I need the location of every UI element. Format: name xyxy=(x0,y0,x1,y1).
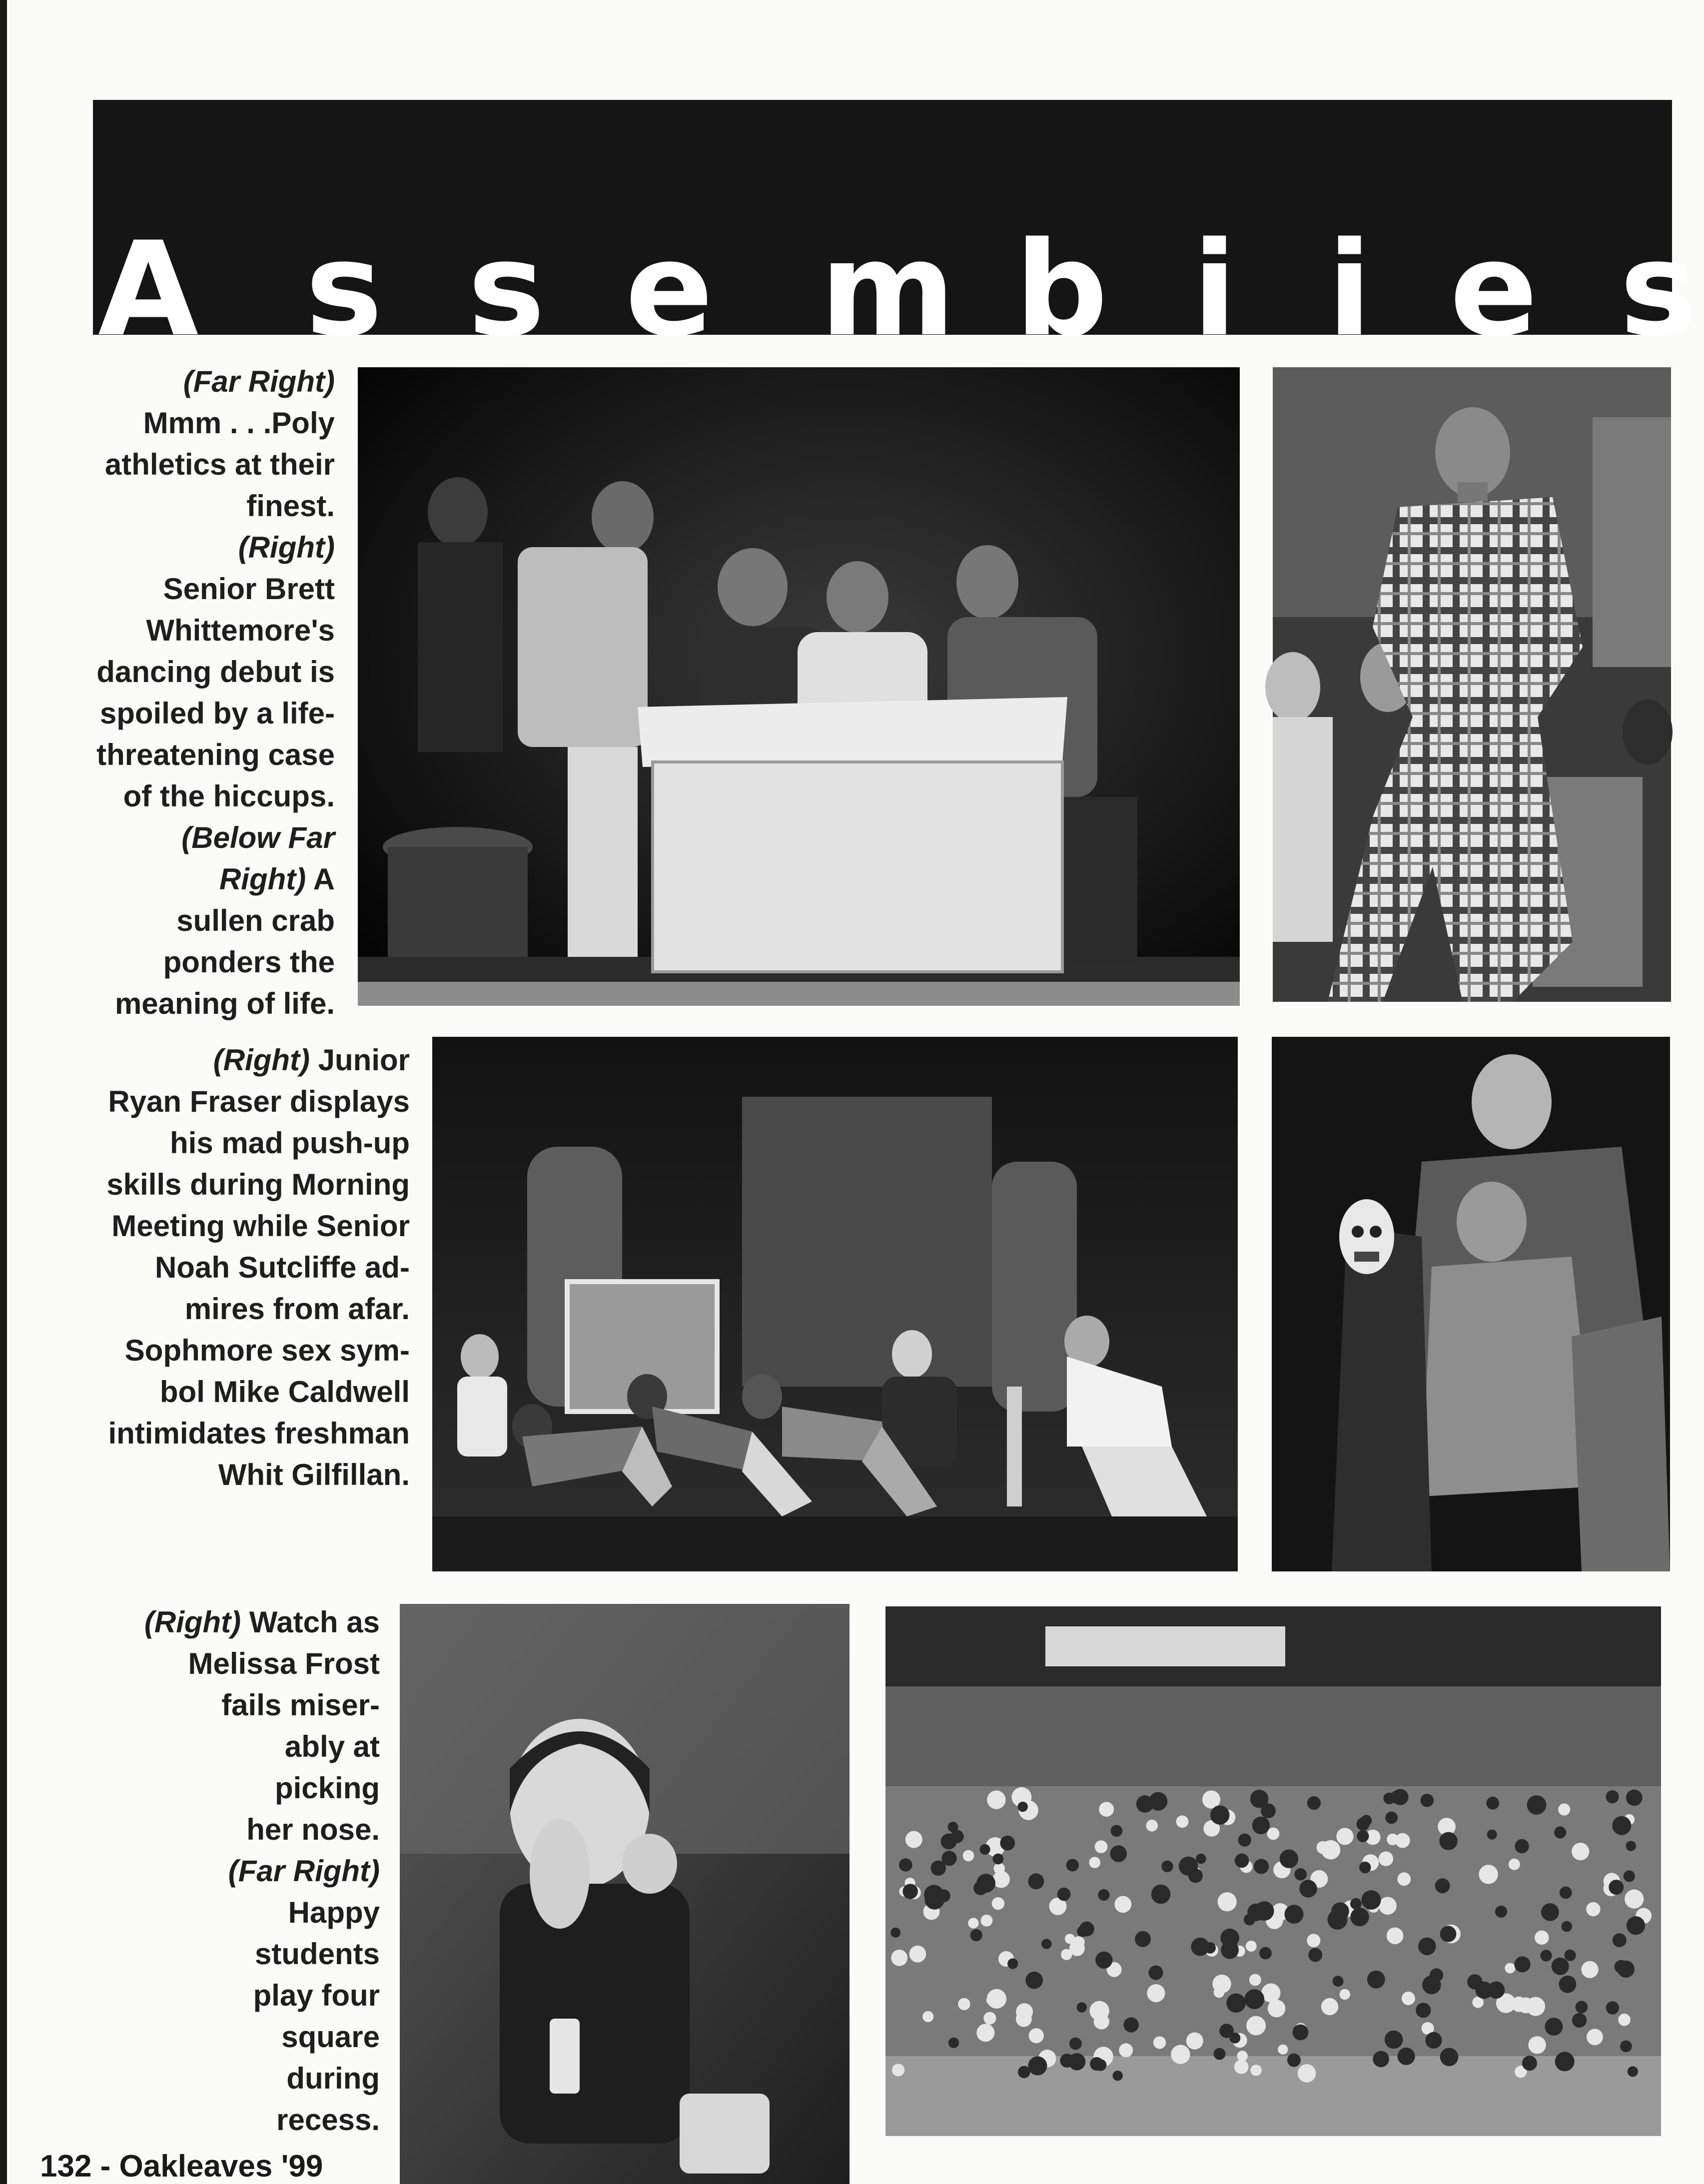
caption-text: skills during Morning xyxy=(106,1168,410,1201)
caption-line xyxy=(50,485,335,527)
caption-text: spoiled by a life- xyxy=(99,697,335,730)
caption-text: intimidates freshman xyxy=(108,1417,410,1450)
caption-text: his mad push-up xyxy=(170,1126,410,1160)
caption-text: square xyxy=(281,2020,380,2054)
caption-line xyxy=(50,983,335,1024)
caption-line xyxy=(50,402,335,444)
caption-text: athletics at their xyxy=(104,448,335,481)
caption-text: mires from afar. xyxy=(184,1292,410,1326)
caption-line xyxy=(90,1850,380,1892)
caption-text: of the hiccups. xyxy=(123,779,335,813)
caption-line xyxy=(50,1081,410,1122)
title-letter: i xyxy=(1327,214,1372,365)
caption-bottom xyxy=(90,1601,380,2141)
caption-line xyxy=(90,1601,380,1643)
caption-text: sullen crab xyxy=(176,904,335,937)
caption-text: Mmm . . .Poly xyxy=(143,406,335,440)
caption-text: Meeting while Senior xyxy=(111,1209,410,1243)
caption-line xyxy=(50,527,335,568)
caption-credit: (Far Right) xyxy=(183,365,335,398)
caption-middle xyxy=(50,1039,410,1495)
caption-line xyxy=(50,858,335,900)
caption-credit: (Right) xyxy=(144,1605,241,1639)
caption-credit: (Right) xyxy=(238,531,335,564)
caption-text: Whittemore's xyxy=(146,614,335,647)
caption-line xyxy=(50,1413,410,1454)
caption-text: Ryan Fraser displays xyxy=(108,1085,410,1118)
title-letter: s xyxy=(1620,214,1697,365)
caption-credit: Right) xyxy=(219,862,306,896)
photo-pie-eating-contest xyxy=(358,367,1240,1006)
title-banner xyxy=(93,100,1697,365)
caption-line xyxy=(50,734,335,775)
caption-text: recess. xyxy=(276,2103,380,2137)
caption-credit: (Below Far xyxy=(181,821,335,854)
title-letter: m xyxy=(820,214,955,365)
caption-line xyxy=(90,2099,380,2141)
caption-line xyxy=(50,1205,410,1247)
caption-text: Melissa Frost xyxy=(188,1647,380,1680)
title-letter: b xyxy=(1015,214,1108,365)
caption-line xyxy=(50,817,335,858)
caption-credit: (Right) xyxy=(213,1043,310,1077)
caption-text: dancing debut is xyxy=(96,655,335,689)
caption-line xyxy=(50,568,335,610)
caption-text: threatening case xyxy=(96,738,335,771)
caption-line xyxy=(50,610,335,651)
caption-line xyxy=(50,1371,410,1413)
caption-text: Sophmore sex sym- xyxy=(124,1334,410,1367)
caption-line xyxy=(90,1684,380,1726)
caption-text: Senior Brett xyxy=(163,572,335,606)
caption-line xyxy=(50,1122,410,1164)
photo-oval-portrait xyxy=(400,1604,850,2184)
caption-text: Watch as xyxy=(241,1605,380,1639)
title-letter: e xyxy=(625,214,714,365)
caption-text: meaning of life. xyxy=(114,987,335,1020)
title-letter: A xyxy=(98,214,199,365)
caption-text: ponders the xyxy=(163,945,335,979)
caption-line xyxy=(90,1809,380,1850)
caption-text: bol Mike Caldwell xyxy=(159,1375,410,1409)
caption-line xyxy=(50,1247,410,1288)
caption-line xyxy=(50,1039,410,1081)
caption-line xyxy=(50,1330,410,1371)
caption-top xyxy=(50,361,335,1024)
title-letter: i xyxy=(1192,214,1237,365)
caption-line xyxy=(50,941,335,983)
caption-text: Whit Gilfillan. xyxy=(218,1458,410,1491)
page-spine-edge xyxy=(0,0,7,2184)
caption-line xyxy=(90,2058,380,2099)
caption-text: fails miser- xyxy=(221,1688,380,1722)
caption-text: her nose. xyxy=(246,1813,380,1846)
caption-text: picking xyxy=(274,1771,380,1805)
caption-text: ably at xyxy=(284,1730,380,1763)
caption-text: students xyxy=(254,1937,380,1971)
caption-line xyxy=(90,1892,380,1933)
caption-line xyxy=(90,2016,380,2058)
caption-line xyxy=(50,361,335,402)
caption-text: Noah Sutcliffe ad- xyxy=(154,1251,410,1284)
caption-credit: (Far Right) xyxy=(228,1854,380,1888)
caption-line xyxy=(50,693,335,734)
title-letter: s xyxy=(305,214,383,365)
caption-line xyxy=(50,1288,410,1330)
caption-text: Happy xyxy=(288,1896,380,1929)
caption-text: A xyxy=(306,862,335,896)
photo-push-ups xyxy=(432,1037,1238,1571)
caption-line xyxy=(90,1767,380,1809)
caption-line xyxy=(50,1164,410,1205)
photo-recess-crowd xyxy=(885,1606,1661,2136)
caption-line xyxy=(50,900,335,941)
caption-line xyxy=(50,651,335,693)
caption-line xyxy=(50,444,335,485)
caption-line xyxy=(90,1975,380,2016)
caption-text: during xyxy=(286,2062,380,2095)
caption-line xyxy=(50,775,335,817)
caption-text: Junior xyxy=(309,1043,410,1077)
caption-text: play four xyxy=(253,1979,380,2012)
caption-line xyxy=(90,1643,380,1684)
photo-crab-costume xyxy=(1272,1037,1670,1571)
title-letter: e xyxy=(1450,214,1538,365)
caption-text: finest. xyxy=(246,489,335,523)
caption-line xyxy=(50,1454,410,1495)
page-folio: 132 - Oakleaves '99 xyxy=(40,2149,323,2184)
caption-line xyxy=(90,1726,380,1767)
title-letter: s xyxy=(468,214,545,365)
photo-hiccups xyxy=(1273,367,1671,1002)
caption-line xyxy=(90,1933,380,1975)
